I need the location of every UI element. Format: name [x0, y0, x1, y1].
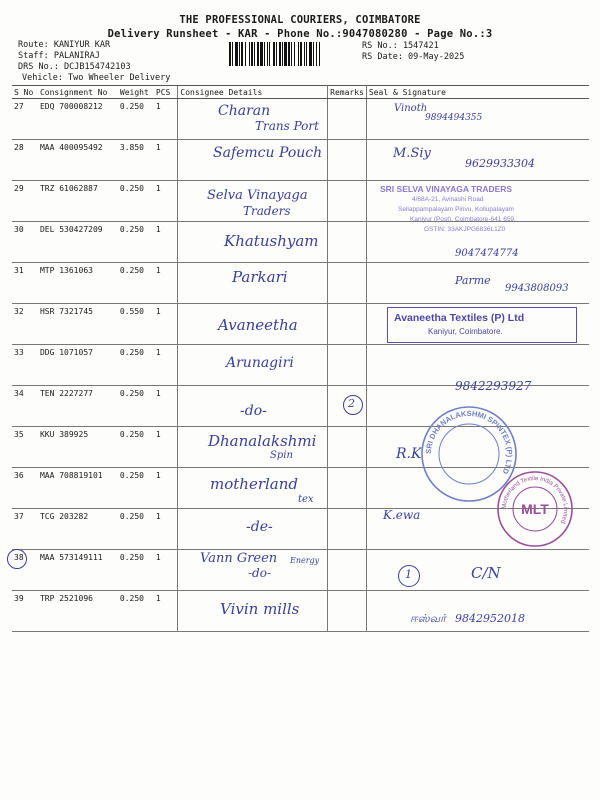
hw-consignee-30: Khatushyam: [224, 232, 319, 250]
drs-number: DRS No.: DCJB154742103: [18, 62, 131, 72]
hw-remark-38: 1: [405, 568, 412, 581]
cell-consignment: TRP 2521096: [38, 591, 118, 632]
hw-note-38: C/N: [471, 564, 501, 582]
table-row: [12, 263, 589, 304]
cell-sno: 29: [12, 181, 38, 222]
hw-phone-27: 9894494355: [425, 113, 483, 123]
cell-pcs: 1: [154, 222, 178, 263]
cell-weight: 0.250: [118, 181, 154, 222]
stamp-selva-gst: GSTIN: 33AKJPG6836L1Z0: [424, 226, 506, 233]
cell-weight: 0.250: [118, 468, 154, 509]
barcode-bar: [276, 42, 277, 66]
hw-sig-39: ஈஸ்வர்: [410, 612, 446, 625]
table-row: [12, 591, 589, 632]
cell-remarks: [328, 222, 367, 263]
hw-sig-35: R.K: [396, 446, 422, 462]
cell-remarks: [328, 509, 367, 550]
cell-pcs: 1: [154, 263, 178, 304]
stamp-mlt-center: MLT: [521, 501, 549, 517]
cell-weight: 0.250: [118, 345, 154, 386]
hw-consignee-31: Parkari: [232, 268, 288, 286]
barcode-bar: [319, 42, 320, 66]
col-remarks: Remarks: [328, 86, 367, 99]
hw-consignee-29: Selva Vinayaga: [207, 188, 308, 203]
hw-sig-28: M.Siy: [393, 146, 431, 161]
cell-pcs: 1: [154, 304, 178, 345]
hw-consignee-33: Arunagiri: [226, 355, 294, 371]
barcode-bar: [239, 42, 240, 66]
cell-remarks: [328, 550, 367, 591]
cell-pcs: 1: [154, 140, 178, 181]
cell-weight: 0.550: [118, 304, 154, 345]
col-signature: Seal & Signature: [366, 86, 589, 99]
barcode-bar: [267, 42, 268, 66]
cell-pcs: 1: [154, 550, 178, 591]
hw-sig-27: Vinoth: [394, 103, 428, 114]
cell-remarks: [328, 181, 367, 222]
stamp-mlt: [496, 470, 574, 548]
barcode-bar: [284, 42, 287, 66]
cell-sno: 28: [12, 140, 38, 181]
barcode-bar: [254, 42, 255, 66]
cell-consignment: EDQ 700008212: [38, 99, 118, 140]
cell-remarks: [328, 304, 367, 345]
hw-remark-34: 2: [348, 397, 355, 410]
barcode-bar: [279, 42, 281, 66]
cell-consignment: DEL 530427209: [38, 222, 118, 263]
cell-weight: 0.250: [118, 263, 154, 304]
hw-consignee-29b: Traders: [243, 204, 291, 218]
cell-pcs: 1: [154, 427, 178, 468]
cell-remarks: [328, 263, 367, 304]
row-circle-38: [7, 549, 27, 569]
cell-remarks: [328, 591, 367, 632]
barcode-bar: [309, 42, 312, 66]
stamp-selva-addr3: Kaniyur (Post), Coimbatore-641 659.: [410, 216, 516, 223]
cell-pcs: 1: [154, 99, 178, 140]
cell-signature: [366, 591, 589, 632]
barcode-bar: [300, 42, 302, 66]
barcode-bar: [264, 42, 265, 66]
hw-consignee-36b: tex: [298, 494, 314, 505]
hw-phone-30: 9047474774: [455, 248, 519, 259]
vehicle-label: Vehicle: Two Wheeler Delivery: [22, 73, 171, 83]
col-consignee: Consignee Details: [178, 86, 328, 99]
cell-weight: 3.850: [118, 140, 154, 181]
hw-consignee-28: Safemcu Pouch: [213, 145, 323, 161]
hw-consignee-34: -do-: [240, 403, 267, 419]
cell-remarks: [328, 99, 367, 140]
cell-consignment: TRZ 61062887: [38, 181, 118, 222]
cell-weight: 0.250: [118, 99, 154, 140]
barcode-bar: [294, 42, 295, 66]
cell-remarks: [328, 427, 367, 468]
cell-sno: 30: [12, 222, 38, 263]
table-header: [12, 86, 589, 99]
hw-consignee-38: Vann Green: [200, 551, 278, 566]
rs-date: RS Date: 09-May-2025: [362, 52, 465, 62]
barcode: [229, 42, 353, 66]
cell-remarks: [328, 140, 367, 181]
hw-consignee-27: Charan: [218, 103, 271, 119]
barcode-bar: [306, 42, 307, 66]
cell-weight: 0.250: [118, 386, 154, 427]
cell-pcs: 1: [154, 181, 178, 222]
hw-consignee-32: Avaneetha: [218, 316, 298, 334]
hw-phone-33: 9842293927: [455, 379, 532, 393]
hw-sig-37: K.ewa: [383, 508, 421, 522]
hw-consignee-27b: Trans Port: [255, 119, 319, 133]
cell-weight: 0.250: [118, 591, 154, 632]
barcode-bar: [249, 42, 250, 66]
col-consignment: Consignment No: [38, 86, 118, 99]
cell-weight: 0.250: [118, 550, 154, 591]
cell-pcs: 1: [154, 345, 178, 386]
cell-remarks: [328, 468, 367, 509]
company-title: THE PROFESSIONAL COURIERS, COIMBATORE: [179, 14, 421, 26]
hw-sig-31: Parme: [455, 274, 491, 287]
cell-sno: 39: [12, 591, 38, 632]
hw-consignee-39: Vivin mills: [220, 600, 300, 618]
stamp-selva-addr1: 4/68A-21, Avinashi Road: [412, 196, 484, 203]
barcode-bar: [282, 42, 283, 66]
barcode-bar: [269, 42, 270, 66]
cell-consignment: MTP 1361063: [38, 263, 118, 304]
cell-remarks: [328, 345, 367, 386]
cell-consignment: HSR 7321745: [38, 304, 118, 345]
barcode-bar: [241, 42, 243, 66]
stamp-avaneetha-sub: Kaniyur, Coimbatore.: [428, 327, 503, 336]
barcode-bar: [298, 42, 299, 66]
cell-sno: 27: [12, 99, 38, 140]
hw-phone-39: 9842952018: [455, 612, 525, 625]
cell-consignment: DDG 1071057: [38, 345, 118, 386]
barcode-bar: [232, 42, 233, 66]
barcode-bar: [260, 42, 263, 66]
col-sno: S No: [12, 86, 38, 99]
barcode-bar: [316, 42, 317, 66]
barcode-bar: [257, 42, 259, 66]
runsheet-subtitle: Delivery Runsheet - KAR - Phone No.:9047080280 - Page No.:3: [107, 28, 493, 40]
cell-pcs: 1: [154, 591, 178, 632]
stamp-selva-addr2: Sellappampalayam Pirivu, Kollupalayam: [398, 206, 514, 213]
stamp-avaneetha-title: Avaneetha Textiles (P) Ltd: [394, 312, 525, 324]
barcode-bar: [229, 42, 231, 66]
barcode-bar: [304, 42, 305, 66]
route-label: Route: KANIYUR KAR: [18, 40, 111, 50]
barcode-bar: [313, 42, 314, 66]
cell-weight: 0.250: [118, 509, 154, 550]
cell-weight: 0.250: [118, 427, 154, 468]
rs-number: RS No.: 1547421: [362, 41, 439, 51]
hw-consignee-35: Dhanalakshmi: [208, 432, 317, 450]
stamp-selva-title: SRI SELVA VINAYAGA TRADERS: [380, 184, 513, 194]
hw-consignee-38b: -do-: [248, 566, 272, 580]
col-pcs: PCS: [154, 86, 178, 99]
staff-label: Staff: PALANIRAJ: [18, 51, 100, 61]
col-weight: Weight: [118, 86, 154, 99]
cell-sno: 31: [12, 263, 38, 304]
hw-consignee-35b: Spin: [270, 450, 293, 461]
cell-pcs: 1: [154, 468, 178, 509]
barcode-bar: [273, 42, 275, 66]
cell-consignment: TEN 2227277: [38, 386, 118, 427]
cell-consignment: TCG 203282: [38, 509, 118, 550]
cell-sno: 35: [12, 427, 38, 468]
cell-sno: 37: [12, 509, 38, 550]
cell-sno: 32: [12, 304, 38, 345]
cell-consignment: KKU 389925: [38, 427, 118, 468]
cell-sno: 38: [12, 550, 38, 591]
cell-pcs: 1: [154, 509, 178, 550]
cell-sno: 33: [12, 345, 38, 386]
barcode-bar: [251, 42, 253, 66]
barcode-bar: [245, 42, 246, 66]
hw-consignee-38c: Energy: [290, 556, 320, 565]
cell-weight: 0.250: [118, 222, 154, 263]
barcode-bar: [235, 42, 238, 66]
hw-consignee-37: -de-: [246, 519, 273, 535]
stamp-dhanalakshmi-ring: SRI DHANALAKSHMI SPINTEX (P) LTD: [423, 408, 515, 476]
hw-consignee-36: motherland: [210, 475, 298, 493]
barcode-bar: [288, 42, 290, 66]
hw-phone-31: 9943808093: [505, 283, 569, 294]
cell-consignment: MAA 708819101: [38, 468, 118, 509]
cell-consignment: MAA 400095492: [38, 140, 118, 181]
stamp-mlt-ring: Motherland Textile India Private Limited: [501, 475, 569, 525]
cell-sno: 34: [12, 386, 38, 427]
cell-sno: 36: [12, 468, 38, 509]
hw-phone-28: 9629933304: [465, 157, 535, 170]
cell-consignment: MAA 573149111: [38, 550, 118, 591]
cell-pcs: 1: [154, 386, 178, 427]
barcode-bar: [291, 42, 292, 66]
